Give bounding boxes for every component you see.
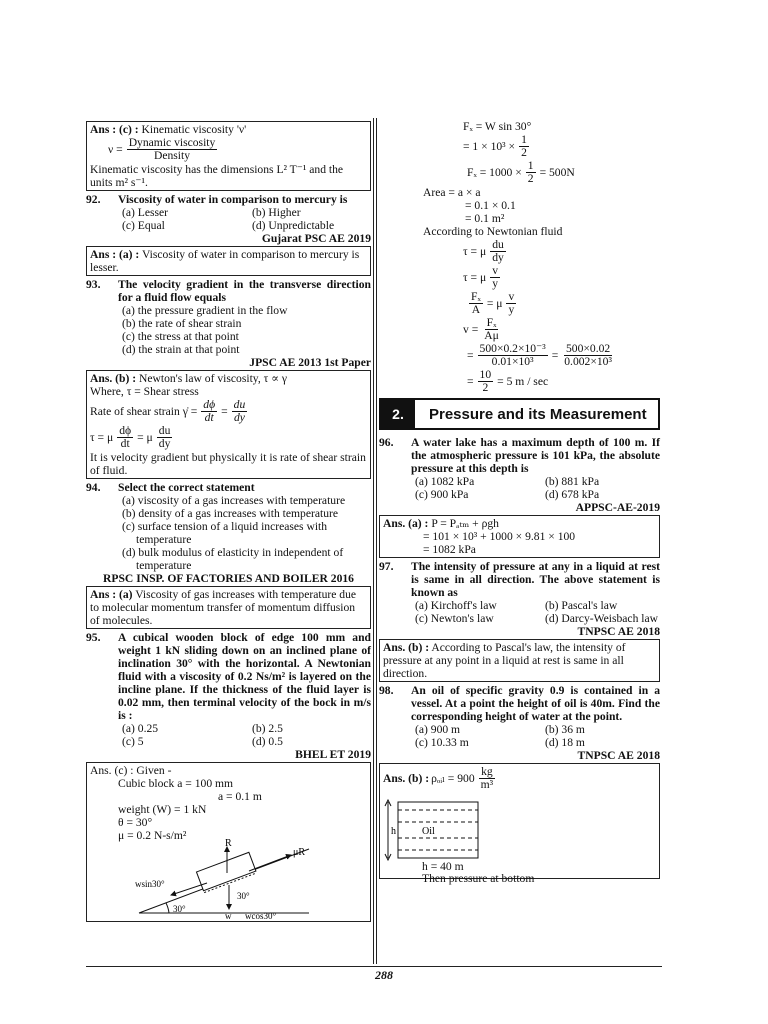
label-w: w bbox=[225, 911, 232, 919]
question-number: 92. bbox=[86, 193, 101, 206]
denominator: dy bbox=[233, 411, 245, 424]
fraction bbox=[490, 239, 506, 264]
answer-text: Viscosity of water in comparison to mercury is lesser. bbox=[90, 248, 360, 274]
fraction bbox=[562, 343, 614, 368]
option: (d) Darcy-Weisbach law bbox=[545, 612, 659, 625]
option: (d) 678 kPa bbox=[545, 488, 600, 501]
question-number: 94. bbox=[86, 481, 101, 494]
question-text: A water lake has a maximum depth of 100 m. If the atmospheric pressure is 101 kPa, the absolute pressure at this depth is bbox=[411, 436, 660, 475]
option: (d) 0.5 bbox=[252, 735, 283, 748]
question-number: 98. bbox=[379, 684, 394, 697]
friction-arrow bbox=[249, 855, 291, 871]
label-wsin: wsin30° bbox=[135, 879, 165, 889]
question-98 bbox=[379, 684, 660, 723]
denominator: 0.01×10³ bbox=[491, 355, 534, 368]
numerator: 10 bbox=[479, 368, 492, 381]
answer-head: Ans. (b) : bbox=[90, 372, 137, 385]
option: (a) 900 m bbox=[415, 723, 461, 736]
option: (b) density of a gas increases with temperature bbox=[122, 507, 339, 520]
calc-text: = 5 m / sec bbox=[497, 375, 549, 388]
option: (d) bulk modulus of elasticity in independent of temperature bbox=[122, 546, 344, 572]
numerator: Fₓ bbox=[471, 290, 481, 303]
denominator: dt bbox=[204, 411, 214, 424]
calc-text: τ = μ bbox=[463, 271, 487, 284]
answer-head: Ans : (c) : bbox=[90, 123, 139, 136]
calc-line: According to Newtonian fluid bbox=[423, 225, 563, 238]
label-angle-base: 30° bbox=[173, 904, 186, 914]
denominator: y bbox=[508, 303, 515, 316]
calc-text: Fₓ = 1000 × bbox=[467, 166, 522, 179]
options-92 bbox=[86, 206, 371, 232]
denominator: dy bbox=[158, 437, 171, 450]
calc-text: = 500N bbox=[539, 166, 575, 179]
question-92 bbox=[86, 193, 371, 206]
fraction bbox=[478, 343, 548, 368]
given-line: a = 0.1 m bbox=[218, 790, 262, 803]
denominator: m³ bbox=[480, 778, 494, 791]
exam-source: TNPSC AE 2018 bbox=[577, 749, 660, 762]
option: (b) 2.5 bbox=[252, 722, 283, 735]
question-number: 95. bbox=[86, 631, 101, 644]
calc-line bbox=[379, 134, 660, 159]
question-93 bbox=[86, 278, 371, 304]
formula-lhs: τ = μ bbox=[90, 431, 114, 444]
answer-92 bbox=[86, 246, 371, 276]
option: (b) 881 kPa bbox=[545, 475, 600, 488]
fraction bbox=[157, 425, 173, 450]
section-title: Pressure and its Measurement bbox=[429, 405, 647, 423]
label-oil: Oil bbox=[422, 826, 435, 837]
shear-stress-formula: τ = μ $\frac{d\phi}{dt}$ = μ $\frac{du}{dy}$ bbox=[90, 424, 171, 450]
answer-head: Ans : (a) bbox=[90, 588, 133, 601]
calc-line: = 0.1 m² bbox=[465, 212, 505, 225]
inclined-block-diagram bbox=[89, 839, 369, 919]
option: (c) Newton's law bbox=[415, 612, 494, 625]
option: (b) Pascal's law bbox=[545, 599, 618, 612]
question-text: Select the correct statement bbox=[118, 481, 255, 494]
question-number: 93. bbox=[86, 278, 101, 291]
answer-head: Ans. (b) : bbox=[383, 772, 430, 785]
label-muR: μR bbox=[293, 847, 306, 858]
option: (d) 18 m bbox=[545, 736, 585, 749]
angle-arc bbox=[166, 903, 169, 913]
answer-text: Kinematic viscosity 'ν' bbox=[141, 123, 247, 136]
answer-head: Ans. (a) : bbox=[383, 517, 429, 530]
exam-source: BHEL ET 2019 bbox=[295, 748, 371, 761]
denominator: y bbox=[492, 277, 499, 290]
answer-text: Kinematic viscosity has the dimensions L² T⁻¹ and the units m² s⁻¹. bbox=[90, 163, 344, 189]
label-angle-block: 30° bbox=[237, 891, 250, 901]
denominator: 2 bbox=[521, 146, 527, 159]
answer-text: h = 40 m bbox=[422, 860, 464, 873]
option: (d) the strain at that point bbox=[122, 343, 240, 356]
calculation-block bbox=[379, 120, 660, 394]
option: (c) 900 kPa bbox=[415, 488, 469, 501]
option: (b) the rate of shear strain bbox=[122, 317, 242, 330]
option: (c) surface tension of a liquid increases with temperature bbox=[122, 520, 328, 546]
label-h: h bbox=[391, 826, 396, 837]
given-line: θ = 30° bbox=[118, 816, 153, 829]
option: (b) Higher bbox=[252, 206, 301, 219]
calc-line bbox=[379, 239, 660, 264]
options-94 bbox=[86, 494, 371, 572]
options-96 bbox=[379, 475, 660, 501]
answer-94 bbox=[86, 586, 371, 629]
density-line bbox=[383, 766, 656, 791]
option: (a) Kirchoff's law bbox=[415, 599, 497, 612]
fraction bbox=[201, 399, 217, 424]
answer-head: Ans : (a) : bbox=[90, 248, 140, 261]
answer-text: Where, τ = Shear stress bbox=[90, 385, 199, 398]
options-95 bbox=[86, 722, 371, 748]
formula-lhs: Rate of shear strain γ̇ = bbox=[90, 405, 198, 418]
footer-rule bbox=[86, 966, 662, 967]
options-98 bbox=[379, 723, 660, 749]
calc-line bbox=[379, 160, 660, 185]
calc-text: v = bbox=[463, 323, 479, 336]
answer-91 bbox=[86, 121, 371, 191]
denominator: 2 bbox=[482, 381, 489, 394]
denominator: A bbox=[471, 303, 481, 316]
question-94 bbox=[86, 481, 371, 494]
exam-source: TNPSC AE 2018 bbox=[577, 625, 660, 638]
calc-line bbox=[379, 291, 660, 316]
option: (a) viscosity of a gas increases with temperature bbox=[122, 494, 346, 507]
kinematic-viscosity-formula bbox=[90, 137, 367, 162]
options-97 bbox=[379, 599, 660, 625]
question-95 bbox=[86, 631, 371, 722]
numerator: kg bbox=[481, 765, 493, 778]
numerator: v bbox=[492, 264, 499, 277]
option: (a) Lesser bbox=[122, 206, 169, 219]
right-column bbox=[379, 120, 660, 885]
numerator: Dynamic viscosity bbox=[128, 136, 216, 149]
question-text: A cubical wooden block of edge 100 mm and weight 1 kN sliding down on an inclined plane of inclination 30° with the horizontal. A Newtonian fluid with a viscosity of 0.2 Ns/m² is layered on the incline plane. If the thickness of the fluid layer is 0.02 mm, then terminal velocity of the bock in m/s is : bbox=[118, 631, 371, 722]
options-93 bbox=[86, 304, 371, 356]
exam-source: RPSC INSP. OF FACTORIES AND BOILER 2016 bbox=[103, 572, 354, 585]
answer-98 bbox=[379, 763, 660, 885]
fraction bbox=[478, 369, 494, 394]
label-R: R bbox=[225, 839, 232, 849]
page-number: 288 bbox=[375, 968, 393, 982]
calc-line bbox=[379, 265, 660, 290]
numerator: 500×0.2×10⁻³ bbox=[479, 342, 546, 355]
calc-line: Fₓ = W sin 30° bbox=[463, 120, 532, 133]
question-text: An oil of specific gravity 0.9 is contained in a vessel. At a point the height of oil is 40m. Find the corresponding height of water at the point. bbox=[411, 684, 660, 723]
numerator: 500×0.02 bbox=[565, 342, 611, 355]
option: (c) 5 bbox=[122, 735, 144, 748]
section-number: 2. bbox=[381, 400, 415, 428]
denominator: Aμ bbox=[484, 329, 499, 342]
fraction bbox=[482, 317, 501, 342]
denominator: 0.002×10³ bbox=[564, 355, 612, 368]
answer-text: ρₒᵢₗ = 900 bbox=[431, 772, 475, 785]
denominator: dt bbox=[120, 437, 130, 450]
calc-line: Area = a × a bbox=[423, 186, 481, 199]
option: (a) the pressure gradient in the flow bbox=[122, 304, 288, 317]
calc-line: = $\frac{\text{500×0.2×10⁻³}}{\text{0.01×10³}}$ = $\frac{500\times 0.02}{\text{0.002×10³}}$ bbox=[467, 342, 612, 368]
column-divider-right bbox=[376, 118, 377, 964]
left-column bbox=[86, 120, 371, 924]
fraction bbox=[490, 265, 500, 290]
answer-text: Viscosity of gas increases with temperature due to molecular momentum transfer of momentum diffusion of molecules. bbox=[90, 588, 357, 627]
answer-text: = 101 × 10³ + 1000 × 9.81 × 100 bbox=[423, 530, 576, 543]
calc-text: τ = μ bbox=[463, 245, 487, 258]
denominator: Density bbox=[153, 149, 191, 162]
option: (a) 0.25 bbox=[122, 722, 159, 735]
formula-lhs: ν = bbox=[108, 143, 123, 156]
answer-96 bbox=[379, 515, 660, 558]
numerator: du bbox=[492, 238, 504, 251]
numerator: du bbox=[158, 424, 171, 437]
numerator: 1 bbox=[527, 159, 534, 172]
label-wcos: wcos30° bbox=[245, 911, 277, 919]
answer-text: It is velocity gradient but physically it is rate of shear strain of fluid. bbox=[90, 451, 366, 477]
answer-text: Then pressure at bottom bbox=[422, 872, 535, 885]
option: (d) Unpredictable bbox=[252, 219, 335, 232]
question-text: The velocity gradient in the transverse direction for a fluid flow equals bbox=[118, 278, 371, 304]
answer-text: P = Pₐₜₘ + ρgh bbox=[431, 517, 499, 530]
fraction bbox=[232, 399, 248, 424]
option: (b) 36 m bbox=[545, 723, 585, 736]
question-number: 96. bbox=[379, 436, 394, 449]
answer-95 bbox=[86, 762, 371, 922]
answer-head: Ans. (b) : bbox=[383, 641, 430, 654]
numerator: 1 bbox=[521, 133, 527, 146]
option: (c) Equal bbox=[122, 219, 165, 232]
tank-outline bbox=[398, 802, 478, 858]
fraction bbox=[117, 425, 133, 450]
exam-source: Gujarat PSC AE 2019 bbox=[261, 232, 371, 245]
denominator: dy bbox=[492, 251, 504, 264]
answer-93 bbox=[86, 370, 371, 479]
numerator: dϕ bbox=[203, 398, 216, 411]
question-number: 97. bbox=[379, 560, 394, 573]
answer-head: Ans. (c) : Given - bbox=[90, 764, 172, 777]
given-line: μ = 0.2 N-s/m² bbox=[118, 829, 187, 842]
calc-text: = μ bbox=[486, 297, 503, 310]
answer-text: = 1082 kPa bbox=[423, 543, 476, 556]
question-96 bbox=[379, 436, 660, 475]
calc-line bbox=[379, 317, 660, 342]
exam-source: APPSC-AE-2019 bbox=[575, 501, 660, 514]
fraction bbox=[519, 134, 529, 159]
section-heading bbox=[379, 398, 660, 430]
option: (c) the stress at that point bbox=[122, 330, 239, 343]
shear-strain-formula: Rate of shear strain γ̇ = $\frac{d\phi}{dt}$ = $\frac{du}{dy}$ bbox=[90, 398, 246, 424]
fraction bbox=[479, 766, 496, 791]
oil-tank-diagram bbox=[382, 798, 492, 864]
question-text: The intensity of pressure at any in a liquid at rest is same in all direction. The above statement is known as bbox=[411, 560, 660, 599]
numerator: du bbox=[233, 398, 246, 411]
answer-text: Newton's law of viscosity, τ ∝ γ bbox=[138, 372, 288, 385]
answer-97 bbox=[379, 639, 660, 682]
given-line: weight (W) = 1 kN bbox=[118, 803, 207, 816]
fraction bbox=[127, 137, 218, 162]
calc-line: = $\frac{10}{2}$ = 5 m / sec bbox=[467, 368, 549, 394]
numerator: v bbox=[508, 290, 515, 303]
question-97 bbox=[379, 560, 660, 599]
option: (c) 10.33 m bbox=[415, 736, 469, 749]
numerator: Fₓ bbox=[486, 316, 497, 329]
column-divider-left bbox=[373, 118, 374, 964]
option: (a) 1082 kPa bbox=[415, 475, 475, 488]
question-text: Viscosity of water in comparison to mercury is bbox=[118, 193, 348, 206]
fraction bbox=[506, 291, 516, 316]
answer-text: According to Pascal's law, the intensity of pressure at any point in a liquid at rest is same in all direction. bbox=[383, 641, 626, 680]
given-line: Cubic block a = 100 mm bbox=[118, 777, 234, 790]
fraction bbox=[469, 291, 483, 316]
exam-source: JPSC AE 2013 1st Paper bbox=[249, 356, 371, 369]
numerator: dϕ bbox=[119, 424, 132, 437]
fraction bbox=[526, 160, 536, 185]
calc-text: = 1 × 10³ × bbox=[463, 140, 516, 153]
denominator: 2 bbox=[527, 172, 534, 185]
calc-line: = 0.1 × 0.1 bbox=[465, 199, 516, 212]
